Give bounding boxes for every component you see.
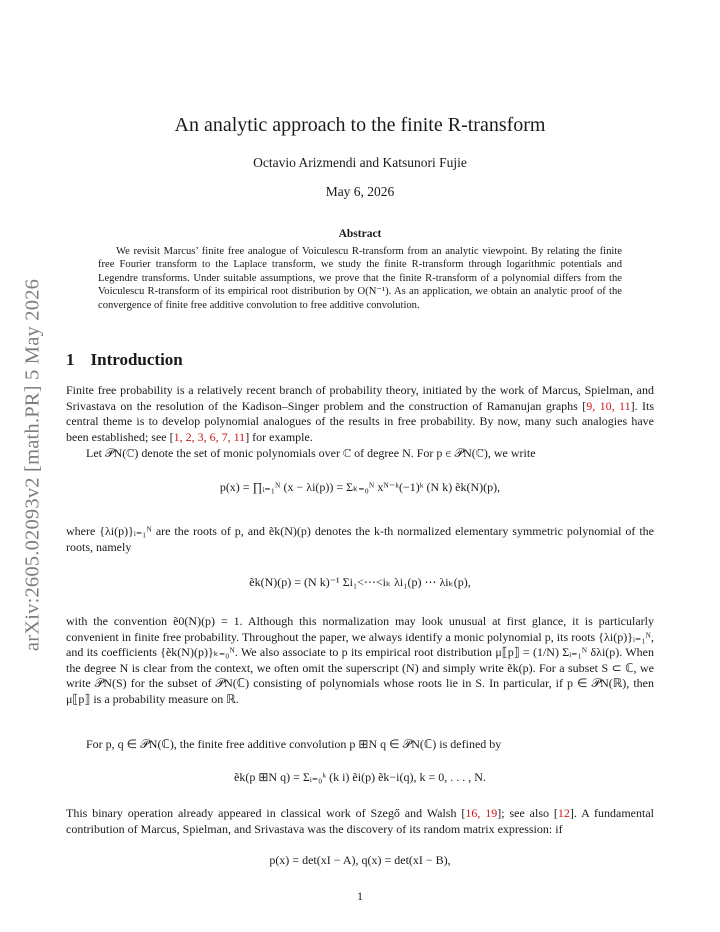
paper-date: May 6, 2026 — [325, 184, 395, 199]
page-number: 1 — [357, 889, 363, 903]
paper-authors: Octavio Arizmendi and Katsunori Fujie — [253, 155, 467, 170]
arxiv-id-text: arXiv:2605.02093v2 [math.PR] 5 May 2026 — [21, 278, 44, 652]
intro-paragraph-6 — [66, 806, 654, 837]
section-heading — [66, 350, 183, 370]
citation-link[interactable]: 16, 19 — [465, 806, 498, 820]
paragraph-text: ] for example. — [245, 429, 313, 444]
citation-link[interactable]: 12 — [557, 806, 570, 820]
section-number: 1 — [66, 350, 75, 369]
equation-normalized-coefficients: ẽk(N)(p) = (N k)⁻¹ Σi₁<⋯<iₖ λi₁(p) ⋯ λiₖ(p), — [249, 575, 471, 589]
citation-link[interactable]: 1, 2, 3, 6, 7, 11 — [173, 429, 246, 444]
intro-paragraph-4: with the convention ẽ0(N)(p) = 1. Although this normalization may look unusual at first glance, it is particularly convenient in finite free probability. Throughout the paper, we always identify a monic polynomial p, its roots {λi(p)}ᵢ₌₁ᴺ, and its coefficients {ẽk(N)(p)}ₖ₌₀ᴺ. We also associate to p its empirical root distribution μ⟦p⟧ = (1/N) Σᵢ₌₁ᴺ δλi(p). When the degree N is clear from the context, we often omit the superscript (N) and simply write ẽk(p). For a subset S ⊂ ℂ, we write 𝒫N(S) for the subset of 𝒫N(ℂ) consisting of polynomials whose roots lie in S. In particular, if p ∈ 𝒫N(ℝ), then μ⟦p⟧ is a probability measure on ℝ. — [66, 614, 654, 706]
paragraph-text: Finite free probability is a relatively recent branch of probability theory, initiated by the work of Marcus, Spielman, and Srivastava on the resolution of the Kadison–Singer problem and the construction of Ramanujan graphs [ — [66, 383, 654, 413]
paragraph-text: ]. A fundamental contribution of Marcus, Spielman, and Srivastava was the discovery of its random matrix expression: if — [66, 806, 654, 836]
equation-polynomial-expansion: p(x) = ∏ᵢ₌₁ᴺ (x − λi(p)) = Σₖ₌₀ᴺ xᴺ⁻ᵏ(−1)ᵏ (N k) ẽk(N)(p), — [219, 480, 501, 494]
intro-paragraph-1 — [66, 383, 654, 445]
intro-paragraph-5: For p, q ∈ 𝒫N(ℂ), the finite free additive convolution p ⊞N q ∈ 𝒫N(ℂ) is defined by — [86, 737, 502, 751]
paragraph-text: ]. Its central theme is to develop polynomial analogues of the results in free probability. By now, many such analogies have been established; see [ — [66, 398, 654, 444]
section-title: Introduction — [90, 350, 183, 369]
citation-link[interactable]: 9, 10, 11 — [586, 398, 631, 413]
intro-paragraph-2: Let 𝒫N(ℂ) denote the set of monic polynomials over ℂ of degree N. For p ∈ 𝒫N(ℂ), we write — [86, 446, 536, 460]
paragraph-text: ]; see also [ — [497, 806, 558, 820]
equation-finite-free-convolution: ẽk(p ⊞N q) = Σᵢ₌₀ᵏ (k i) ẽi(p) ẽk−i(q), k = 0, . . . , N. — [234, 770, 486, 784]
abstract-text: We revisit Marcus’ finite free analogue of Voiculescu R-transform from an analytic viewpoint. By relating the finite free Fourier transform to the Laplace transform, we study the finite R-transform through logarithmic potentials and Legendre transforms. Under suitable assumptions, we prove that the finite R-transform of a polynomial differs from the Voiculescu R-transform of its empirical root distribution by O(N⁻¹). As an application, we obtain an analytic proof of the convergence of finite free additive convolution to free additive convolution. — [98, 246, 622, 311]
abstract-heading: Abstract — [338, 228, 382, 240]
paper-title: An analytic approach to the finite R-transform — [174, 114, 546, 136]
arxiv-identifier-stamp — [18, 250, 48, 680]
paragraph-text: This binary operation already appeared in classical work of Szegő and Walsh [ — [66, 806, 466, 820]
equation-characteristic-polynomials: p(x) = det(xI − A), q(x) = det(xI − B), — [269, 853, 451, 867]
intro-paragraph-3: where {λi(p)}ᵢ₌₁ᴺ are the roots of p, and ẽk(N)(p) denotes the k-th normalized elementary symmetric polynomial of the roots, namely — [66, 524, 654, 554]
